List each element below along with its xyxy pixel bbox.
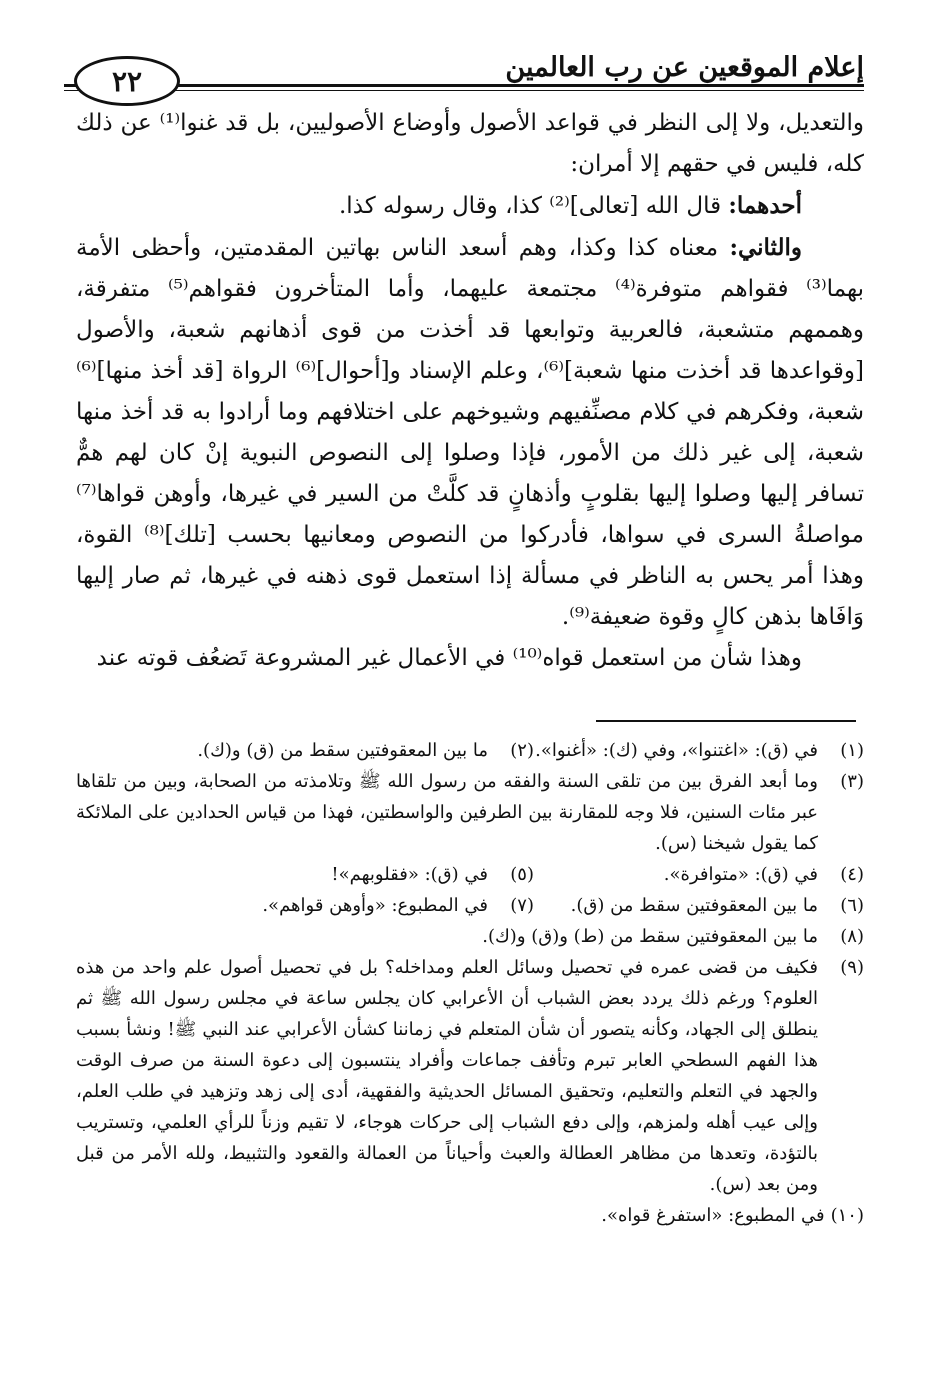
footnote-4	[534, 859, 864, 890]
footnote-number: (٤)	[840, 864, 864, 885]
paragraph-2	[76, 185, 864, 227]
footnote-number: (٦)	[840, 895, 864, 916]
footnote-row-4-5	[76, 859, 864, 890]
footnote-text: وما أبعد الفرق بين من تلقى السنة والفقه من رسول الله ﷺ وتلامذته من الصحابة، وبين من تلقاها عبر مئات السنين، فلا وجه للمقارنة بين الطرفين والواسطتين، فهذا من قياس الحدادين على الملائكة كما يقول شيخنا (س).	[76, 771, 818, 854]
footnote-number: (٢)	[510, 740, 534, 761]
page-header	[64, 40, 864, 100]
paragraph-3-text: معناه كذا وكذا، وهم أسعد الناس بهاتين المقدمتين، وأحظى الأمة بهما⁽³⁾ فقواهم متوفرة⁽⁴⁾ مجتمعة عليهما، وأما المتأخرون فقواهم⁽⁵⁾ متفرقة، وهممهم متشعبة، فالعربية وتوابعها قد أخذت من قوى أذهانهم شعبة، والأصول [وقواعدها قد أخذت منها شعبة]⁽⁶⁾، وعلم الإسناد و[أحوال]⁽⁶⁾ الرواة [قد أخذ منها]⁽⁶⁾ شعبة، وفكرهم في كلام مصنِّفيهم وشيوخهم على اختلافهم وما أرادوا به قد أخذ منها شعبة، إلى غير ذلك من الأمور، فإذا وصلوا إلى النصوص النبوية إنْ كان لهم همٌّ تسافر إليها وصلوا إليها بقلوبٍ وأذهانٍ قد كلَّتْ من السير في غيرها، وأوهن قواها⁽⁷⁾ مواصلةُ السرى في سواها، فأدركوا من النصوص ومعانيها بحسب [تلك]⁽⁸⁾ القوة، وهذا أمر يحس به الناظر في مسألة إذا استعمل قوى ذهنه في غيرها، ثم صار إليها وَافَاها بذهن كالٍ وقوة ضعيفة⁽⁹⁾.	[76, 235, 864, 630]
footnote-text: ما بين المعقوفتين سقط من (ط) و(ق) و(ك).	[482, 926, 818, 947]
header-rule-thick	[64, 84, 864, 87]
footnote-text: في المطبوع: «استفرغ قواه».	[601, 1205, 825, 1226]
footnote-text: ما بين المعقوفتين سقط من (ق).	[570, 895, 818, 916]
footnote-number: (١)	[840, 740, 864, 761]
paragraph-3-term: والثاني:	[729, 234, 802, 261]
page-number-badge	[74, 56, 180, 106]
paragraph-1: والتعديل، ولا إلى النظر في قواعد الأصول وأوضاع الأصوليين، بل قد غنوا⁽¹⁾ عن ذلك كله، فليس في حقهم إلا أمران:	[76, 110, 864, 177]
footnote-text: في (ق): «اغتنوا»، وفي (ك): «أغنوا».	[535, 740, 818, 761]
paragraph-4: وهذا شأن من استعمل قواه⁽¹⁰⁾ في الأعمال غير المشروعة تَضعُف قوته عند	[96, 645, 802, 671]
footnote-number: (٣)	[840, 771, 864, 792]
footnote-7	[262, 890, 534, 921]
footnote-text: في (ق): «فقلوبهم»!	[331, 864, 488, 885]
footnote-number: (٥)	[510, 864, 534, 885]
header-rule-thin	[64, 90, 864, 91]
footnote-9	[76, 952, 864, 1200]
footnote-text: فكيف من قضى عمره في تحصيل وسائل العلم ومداخله؟ بل في تحصيل أصول علم واحد من هذه العلوم؟ ورغم ذلك يردد بعض الشباب أن الأعرابي كان يجلس ساعة في مجلس رسول الله ﷺ ثم ينطلق إلى الجهاد، وكأنه يتصور أن شأن المتعلم في زماننا كشأن الأعرابي عند النبي ﷺ! ونشأ بسبب هذا الفهم السطحي العابر تبرم وتأفف جماعات وأفراد ينتسبون إلى دعوة السنة من صرف الوقت والجهد في التعلم والتعليم، وتحقيق المسائل الحديثية والفقهية، أدى إلى زهد وتزهيد في طلب العلم، وإلى عيب أهله ولمزهم، وإلى دفع الشباب إلى حركات هوجاء، لا تقيم وزناً للرأي العلمي، وتستريب بالتؤدة، وتعدها من مظاهر العطالة والعبث وأحياناً من العمالة والقعود والتثبيط، ولله الأمر من قبل ومن بعد (س).	[76, 957, 818, 1195]
footnote-text: في المطبوع: «وأوهن قواهم».	[262, 895, 488, 916]
footnote-separator	[596, 720, 856, 722]
header-rule	[64, 84, 864, 94]
page-number: ٢٢	[111, 64, 143, 98]
footnote-row-6-7	[76, 890, 864, 921]
paragraph-3	[76, 227, 864, 638]
footnote-number: (٩)	[840, 957, 864, 978]
footnotes	[76, 735, 864, 1231]
running-title: إعلام الموقعين عن رب العالمين	[505, 52, 864, 83]
footnote-number: (٧)	[510, 895, 534, 916]
paragraph-2-term: أحدهما:	[728, 192, 802, 219]
footnote-number: (١٠)	[830, 1205, 864, 1226]
footnote-row-1-2	[76, 735, 864, 766]
paragraph-2-text: قال الله [تعالى]⁽²⁾ كذا، وقال رسوله كذا.	[339, 193, 729, 219]
footnote-8	[76, 921, 864, 952]
footnote-10	[76, 1200, 864, 1231]
footnote-number: (٨)	[840, 926, 864, 947]
footnote-2	[197, 735, 534, 766]
footnote-1	[534, 735, 864, 766]
footnote-text: في (ق): «متوافرة».	[663, 864, 818, 885]
footnote-3	[76, 766, 864, 859]
footnote-6	[534, 890, 864, 921]
footnote-text: ما بين المعقوفتين سقط من (ق) و(ك).	[197, 740, 488, 761]
footnote-5	[331, 859, 534, 890]
main-text	[76, 103, 864, 679]
